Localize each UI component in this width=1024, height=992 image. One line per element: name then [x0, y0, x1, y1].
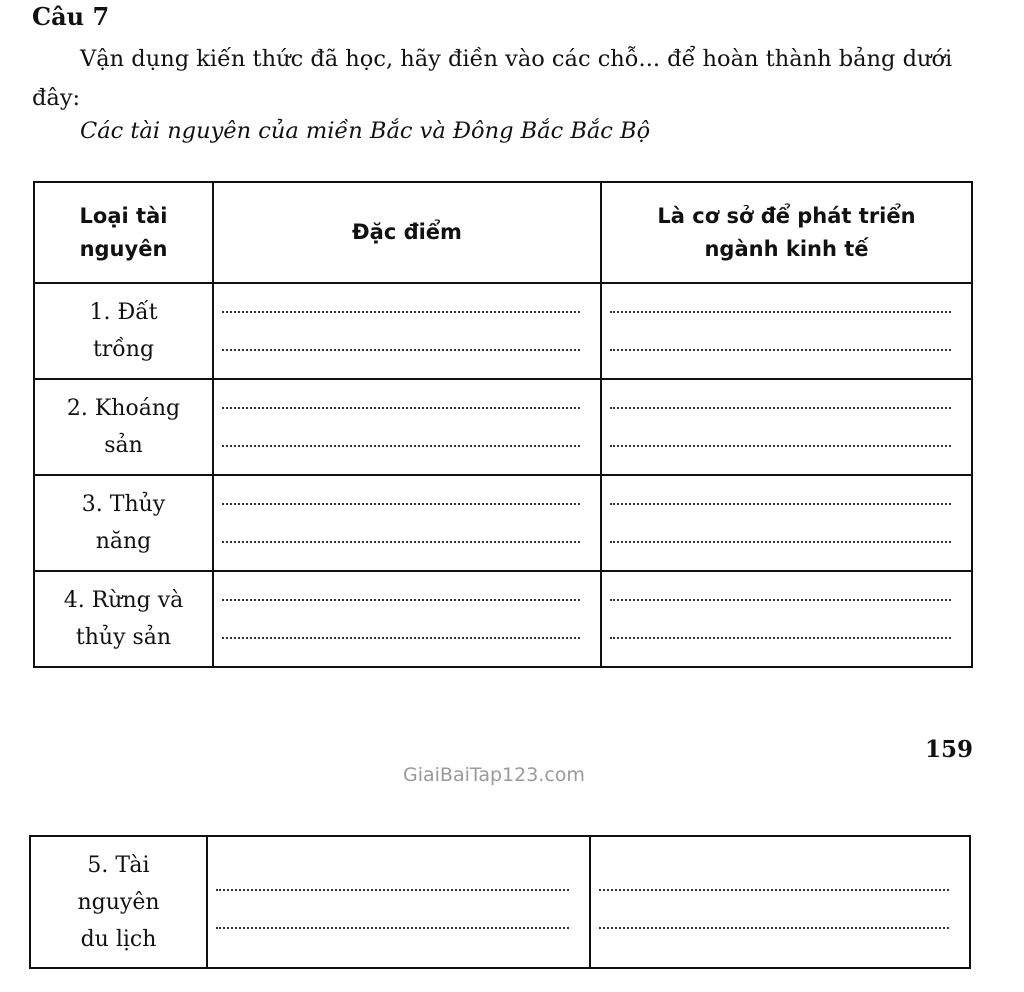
question-instruction: Vận dụng kiến thức đã học, hãy điền vào các chỗ... để hoàn thành bảng dưới đây: [32, 46, 953, 111]
resource-name: 1. Đất trồng [34, 283, 213, 379]
resource-name: 2. Khoáng sản [34, 379, 213, 475]
economic-basis-blank[interactable] [601, 379, 972, 475]
table-row [34, 475, 972, 571]
table-row [30, 836, 970, 968]
characteristics-blank[interactable] [213, 571, 601, 667]
characteristics-blank[interactable] [213, 283, 601, 379]
page-number: 159 [925, 736, 974, 763]
header-economic-basis: Là cơ sở để phát triển ngành kinh tế [601, 182, 972, 283]
header-resource-type: Loại tài nguyên [34, 182, 213, 283]
table-header-row [34, 182, 972, 283]
characteristics-blank[interactable] [213, 379, 601, 475]
economic-basis-blank[interactable] [601, 283, 972, 379]
resources-table [33, 181, 973, 668]
characteristics-blank[interactable] [207, 836, 590, 968]
economic-basis-blank[interactable] [601, 475, 972, 571]
question-title: Câu 7 [32, 2, 110, 31]
economic-basis-blank[interactable] [601, 571, 972, 667]
resource-name: 5. Tài nguyên du lịch [30, 836, 207, 968]
characteristics-blank[interactable] [213, 475, 601, 571]
header-characteristics: Đặc điểm [213, 182, 601, 283]
table-row [34, 283, 972, 379]
resources-table-continued [29, 835, 971, 969]
table-row [34, 571, 972, 667]
resource-name: 3. Thủy năng [34, 475, 213, 571]
resource-name: 4. Rừng và thủy sản [34, 571, 213, 667]
economic-basis-blank[interactable] [590, 836, 970, 968]
watermark: GiaiBaiTap123.com [403, 764, 585, 786]
table-row [34, 379, 972, 475]
table-title: Các tài nguyên của miền Bắc và Đông Bắc Bắc Bộ [80, 118, 651, 144]
